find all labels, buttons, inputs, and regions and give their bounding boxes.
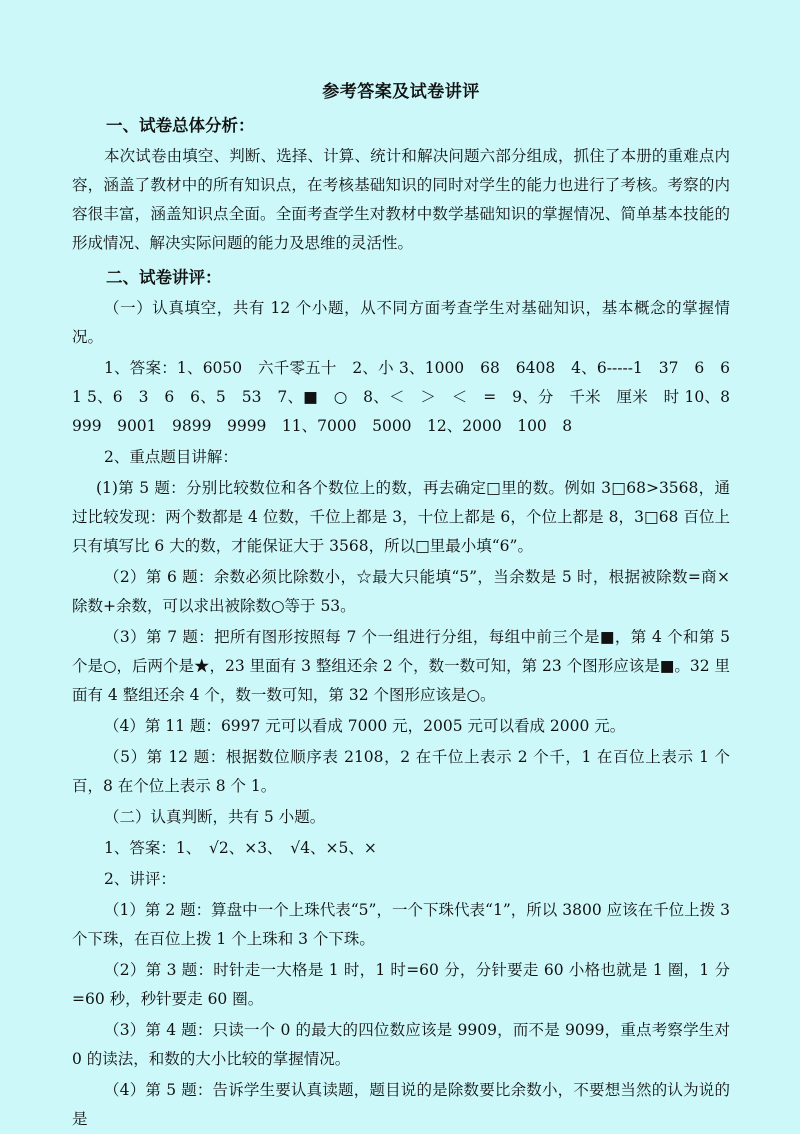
paragraph-part1-q11: （4）第 11 题：6997 元可以看成 7000 元，2005 元可以看成 2000 元。 [104, 717, 626, 735]
paragraph-part2-review-heading: 2、讲评： [104, 870, 176, 888]
section-heading-review: 二、试卷讲评： [106, 268, 222, 287]
paragraph-part1-answers: 1、答案：1、6050 六千零五十 2、小 3、1000 68 6408 4、6-----1 37 6 6 1 5、6 3 6 6、5 53 7、■ ○ 8、＜ ＞ ＜ = 9、分 千米 厘米 时 10、8999 9001 9899 9999 11、7000 5000 12、2000 100 8 [72, 359, 746, 435]
paragraph-part1-intro: （一）认真填空，共有 12 个小题，从不同方面考查学生对基础知识，基本概念的掌握情况。 [72, 299, 730, 346]
paragraph-part2-q3: （2）第 3 题：时针走一大格是 1 时，1 时=60 分，分针要走 60 小格也就是 1 圈，1 分=60 秒，秒针要走 60 圈。 [72, 961, 730, 1008]
section-heading-overall-analysis: 一、试卷总体分析： [106, 116, 255, 135]
paragraph-part1-q7: （3）第 7 题：把所有图形按照每 7 个一组进行分组，每组中前三个是■，第 4 个和第 5 个是○，后两个是★，23 里面有 3 整组还余 2 个，数一数可知，第 23 个图形应该是■。32 里面有 4 整组还余 4 个，数一数可知，第 32 个图形应该是○。 [72, 628, 730, 704]
paragraph-part1-q5: (1)第 5 题：分别比较数位和各个数位上的数，再去确定□里的数。例如 3□68>3568，通过比较发现：两个数都是 4 位数，千位上都是 3，十位上都是 6，个位上都是 8，3□68 百位上只有填写比 6 大的数，才能保证大于 3568，所以□里最小填“6”。 [72, 479, 730, 555]
paragraph-overall-analysis: 本次试卷由填空、判断、选择、计算、统计和解决问题六部分组成，抓住了本册的重难点内容，涵盖了教材中的所有知识点，在考核基础知识的同时对学生的能力也进行了考核。考察的内容很丰富，涵盖知识点全面。全面考查学生对教材中数学基础知识的掌握情况、简单基本技能的形成情况、解决实际问题的能力及思维的灵活性。 [72, 147, 730, 252]
paragraph-part1-key-heading: 2、重点题目讲解： [104, 448, 238, 466]
paragraph-part1-q6: （2）第 6 题：余数必须比除数小，☆最大只能填“5”，当余数是 5 时，根据被除数=商×除数+余数，可以求出被除数○等于 53。 [72, 568, 730, 615]
paragraph-part1-q12: （5）第 12 题：根据数位顺序表 2108，2 在千位上表示 2 个千，1 在百位上表示 1 个百，8 在个位上表示 8 个 1。 [72, 748, 730, 795]
paragraph-part2-intro: （二）认真判断，共有 5 小题。 [104, 808, 326, 826]
paragraph-part2-q2: （1）第 2 题：算盘中一个上珠代表“5”，一个下珠代表“1”，所以 3800 应该在千位上拨 3 个下珠，在百位上拨 1 个上珠和 3 个下珠。 [72, 901, 730, 948]
paragraph-part2-q5: （4）第 5 题：告诉学生要认真读题，题目说的是除数要比余数小，不要想当然的认为说的是 [72, 1081, 730, 1128]
page-title: 参考答案及试卷讲评 [322, 82, 480, 102]
paragraph-part2-answers: 1、答案：1、 √2、×3、 √4、×5、× [104, 839, 377, 857]
paragraph-part2-q4: （3）第 4 题：只读一个 0 的最大的四位数应该是 9909，而不是 9099，重点考察学生对 0 的读法，和数的大小比较的掌握情况。 [72, 1021, 730, 1068]
